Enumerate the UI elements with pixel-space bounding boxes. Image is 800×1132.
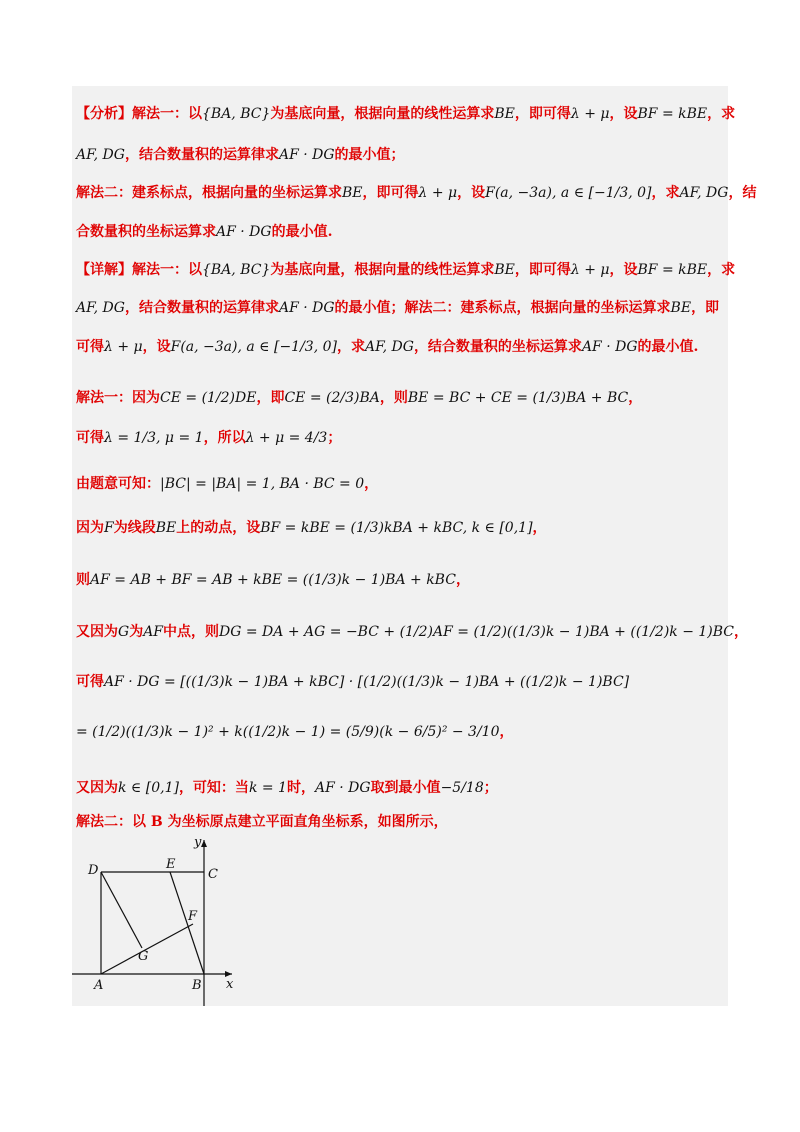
math-expression: λ + μ xyxy=(570,106,610,122)
line-text: 解法二：建系标点，根据向量的坐标运算求 xyxy=(76,185,342,201)
line-text: ，结 xyxy=(728,185,757,201)
line-text: 则 xyxy=(76,572,90,588)
text-line xyxy=(76,145,724,165)
coordinate-figure xyxy=(72,836,238,1006)
line-text: ，设 xyxy=(457,185,486,201)
label-B: B xyxy=(192,978,202,993)
line-text: ； xyxy=(327,430,342,446)
line-text: 取到最小值 xyxy=(370,780,441,796)
line-text: ，即可得 xyxy=(362,185,419,201)
math-expression: DG = DA + AG = −BC + (1/2)AF = (1/2)((1/3)k − 1)BA + ((1/2)k − 1)BC xyxy=(219,624,735,640)
math-expression: BE = BC + CE = (1/3)BA + BC xyxy=(407,390,629,406)
label-G: G xyxy=(138,949,149,964)
math-expression: AF · DG = [((1/3)k − 1)BA + kBC] · [(1/2)((1/3)k − 1)BA + ((1/2)k − 1)BC] xyxy=(104,674,630,690)
math-expression: AF, DG xyxy=(364,339,414,355)
line-text: 合数量积的坐标运算求 xyxy=(76,224,216,240)
math-expression: AF, DG xyxy=(679,185,729,201)
math-expression: AF · DG xyxy=(216,224,272,240)
label-A: A xyxy=(94,978,104,993)
math-expression: BF = kBE xyxy=(637,106,708,122)
math-expression: AF · DG xyxy=(314,780,371,796)
line-text: ，结合数量积的坐标运算求 xyxy=(413,339,582,355)
text-line xyxy=(76,812,724,832)
line-text: 因为 xyxy=(76,520,104,536)
line-text: ，结合数量积的运算律求 xyxy=(124,300,279,316)
text-line xyxy=(76,474,724,494)
math-expression: CE = (1/2)DE xyxy=(160,390,257,406)
math-expression: |BC| = |BA| = 1, BA · BC = 0 xyxy=(160,476,365,492)
line-text: ，即 xyxy=(256,390,285,406)
text-line xyxy=(76,337,724,357)
text-line xyxy=(76,570,724,590)
math-expression: CE = (2/3)BA xyxy=(284,390,380,406)
math-expression: G xyxy=(118,624,130,640)
line-text: ，设 xyxy=(142,339,171,355)
line-text: ， xyxy=(455,572,470,588)
text-line xyxy=(76,778,724,798)
math-expression: F(a, −3a), a ∈ [−1/3, 0] xyxy=(485,185,652,201)
math-expression: λ + μ xyxy=(418,185,458,201)
text-line xyxy=(76,222,724,242)
math-expression: AF = AB + BF = AB + kBE = ((1/3)k − 1)BA + kBC xyxy=(90,572,456,588)
line-text: 可得 xyxy=(76,674,104,690)
label-y: y xyxy=(194,835,202,850)
label-F: F xyxy=(188,909,198,924)
math-expression: BE xyxy=(670,300,692,316)
line-text: 为线段 xyxy=(113,520,156,536)
line-text: 时， xyxy=(286,780,315,796)
line-text: 上的动点，设 xyxy=(176,520,261,536)
line-text: 为 xyxy=(129,624,144,640)
line-text: 解法二：以 B 为坐标原点建立平面直角坐标系，如图所示， xyxy=(76,814,448,830)
line-text: ，即可得 xyxy=(514,262,571,278)
segment-DG xyxy=(101,872,142,948)
line-text: ， xyxy=(734,624,749,640)
line-text: 中点，则 xyxy=(163,624,220,640)
line-text: ，设 xyxy=(609,262,638,278)
line-text: ， xyxy=(499,724,514,740)
y-axis-arrow xyxy=(201,840,207,847)
line-text: 可得 xyxy=(76,430,104,446)
label-D: D xyxy=(88,863,99,878)
math-expression: AF, DG xyxy=(76,147,125,163)
text-line xyxy=(76,722,724,742)
math-expression: BE xyxy=(342,185,363,201)
math-expression: BE xyxy=(494,262,515,278)
line-text: 【分析】解法一：以 xyxy=(76,106,202,122)
line-text: ，求 xyxy=(707,262,736,278)
label-E: E xyxy=(166,857,176,872)
math-expression: BE xyxy=(494,106,515,122)
math-expression: {BA, BC} xyxy=(202,262,271,278)
line-text: ， xyxy=(532,520,547,536)
line-text: 的最小值. xyxy=(271,224,333,240)
text-line xyxy=(76,104,736,124)
text-line xyxy=(76,672,724,692)
line-text: 【详解】解法一：以 xyxy=(76,262,202,278)
math-expression: λ + μ = 4/3 xyxy=(245,430,328,446)
line-text: ，结合数量积的运算律求 xyxy=(124,147,279,163)
line-text: 解法一：因为 xyxy=(76,390,160,406)
geometry-diagram xyxy=(72,836,238,1006)
math-expression: BF = kBE xyxy=(637,262,708,278)
math-expression: BF = kBE = (1/3)kBA + kBC, k ∈ [0,1] xyxy=(260,520,533,536)
text-line xyxy=(76,622,749,642)
math-expression: k = 1 xyxy=(248,780,287,796)
math-expression: AF, DG xyxy=(76,300,125,316)
segment-EB xyxy=(170,872,204,974)
line-text: ； xyxy=(483,780,498,796)
line-text: ， xyxy=(364,476,379,492)
line-text: 为基底向量，根据向量的线性运算求 xyxy=(270,106,495,122)
text-line xyxy=(76,260,736,280)
line-text: ，设 xyxy=(609,106,638,122)
math-expression: λ + μ xyxy=(570,262,610,278)
text-line xyxy=(76,183,757,203)
math-expression: AF xyxy=(143,624,164,640)
math-expression: λ + μ xyxy=(104,339,143,355)
label-x: x xyxy=(226,977,234,992)
math-expression: = (1/2)((1/3)k − 1)² + k((1/2)k − 1) = (5/9)(k − 6/5)² − 3/10 xyxy=(76,724,500,740)
line-text: 可得 xyxy=(76,339,104,355)
line-text: ，求 xyxy=(336,339,365,355)
line-text: 的最小值；解法二：建系标点，根据向量的坐标运算求 xyxy=(334,300,671,316)
line-text: ，即 xyxy=(691,300,720,316)
text-line xyxy=(76,428,724,448)
math-expression: AF · DG xyxy=(581,339,638,355)
math-expression: λ = 1/3, μ = 1 xyxy=(104,430,204,446)
text-line xyxy=(76,388,724,408)
math-expression: k ∈ [0,1] xyxy=(118,780,179,796)
line-text: 由题意可知： xyxy=(76,476,160,492)
math-expression: {BA, BC} xyxy=(202,106,271,122)
line-text: ，可知：当 xyxy=(178,780,249,796)
math-expression: F xyxy=(104,520,114,536)
math-expression: AF · DG xyxy=(278,147,335,163)
math-expression: BE xyxy=(155,520,177,536)
math-expression: F(a, −3a), a ∈ [−1/3, 0] xyxy=(170,339,337,355)
line-text: 又因为 xyxy=(76,624,118,640)
label-C: C xyxy=(208,867,218,882)
line-text: ，求 xyxy=(707,106,736,122)
line-text: 的最小值； xyxy=(334,147,405,163)
math-expression: −5/18 xyxy=(440,780,484,796)
line-text: ，求 xyxy=(651,185,680,201)
math-expression: AF · DG xyxy=(278,300,335,316)
line-text: ，即可得 xyxy=(514,106,571,122)
text-line xyxy=(76,518,724,538)
line-text: 为基底向量，根据向量的线性运算求 xyxy=(270,262,495,278)
line-text: 的最小值. xyxy=(637,339,699,355)
line-text: 又因为 xyxy=(76,780,118,796)
text-line xyxy=(76,298,724,318)
line-text: ，所以 xyxy=(203,430,246,446)
line-text: ， xyxy=(628,390,643,406)
line-text: ，则 xyxy=(379,390,408,406)
